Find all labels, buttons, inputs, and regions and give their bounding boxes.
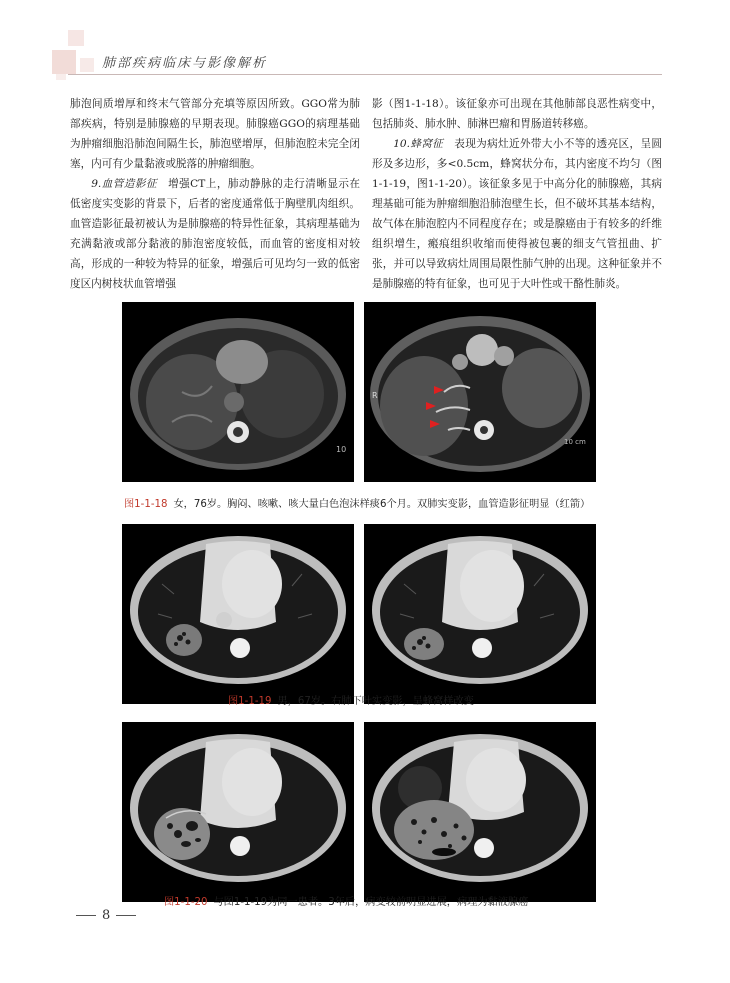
- ct-image-1-1-20-right: [364, 722, 596, 902]
- figure-1-1-19-images: [122, 524, 596, 704]
- caption-1-1-18: [124, 495, 590, 510]
- figure-number-1-1-20: 图1-1-20: [164, 897, 208, 908]
- figure-1-1-18-images: [122, 302, 596, 482]
- ct-overlay-number: 10: [336, 445, 347, 454]
- page-number-dash-left: [76, 915, 96, 916]
- ct-image-1-1-19-left: [122, 524, 354, 704]
- caption-text-1-1-20: 与图1-1-19为同一患者。3年后，病变较前明显进展，病理为黏液腺癌: [213, 897, 529, 908]
- paragraph-honeycomb-sign: [372, 134, 662, 294]
- term-honeycomb-sign: 10.蜂窝征: [393, 138, 444, 150]
- figure-1-1-20-images: [122, 722, 596, 902]
- left-text-column: [70, 94, 360, 294]
- ct-image-1-1-18-left: [122, 302, 354, 482]
- right-text-column: [372, 94, 662, 294]
- paragraph-angiogram-sign: [70, 174, 360, 294]
- figure-number-1-1-19: 图1-1-19: [228, 696, 272, 707]
- paragraph-angiogram-continued: 影（图1-1-18）。该征象亦可出现在其他肺部良恶性病变中，包括肺炎、肺水肿、肺淋巴瘤和胃肠道转移癌。: [372, 98, 662, 130]
- header-rule: [68, 74, 662, 75]
- running-header-title: 肺部疾病临床与影像解析: [102, 56, 268, 71]
- caption-1-1-20: [164, 893, 528, 908]
- ct-image-1-1-18-right: [364, 302, 596, 482]
- ct-orientation-marker: R: [372, 391, 378, 400]
- caption-1-1-19: [228, 692, 474, 707]
- paragraph-honeycomb-sign-body: 表现为病灶近外带大小不等的透亮区，呈圆形及多边形，多<0.5cm，蜂窝状分布，其内密度不均匀（图1-1-19，图1-1-20）。该征象多见于中高分化的肺腺癌，其病理基础可能为肿瘤细胞沿肺泡壁生长，但不破坏其基本结构，故气体在肺泡腔内不同程度存在；或是腺癌由于有较多的纤维组织增生，瘢痕组织收缩而使得被包裹的细支气管扭曲、扩张，并可以导致病灶周围局限性肺气肿的出现。这种征象并不是肺腺癌的特有征象，也可见于大叶性或干酪性肺炎。: [372, 138, 663, 290]
- term-angiogram-sign: 9.血管造影征: [91, 178, 157, 190]
- caption-text-1-1-18: 女，76岁。胸闷、咳嗽、咳大量白色泡沫样痰6个月。双肺实变影，血管造影征明显（红箭）: [173, 499, 591, 510]
- page-number-value: 8: [102, 908, 111, 923]
- ct-scale-label: 10 cm: [564, 438, 586, 446]
- ct-image-1-1-19-right: [364, 524, 596, 704]
- figure-number-1-1-18: 图1-1-18: [124, 499, 168, 510]
- paragraph-ggo: 肺泡间质增厚和终末气管部分充填等原因所致。GGO常为肺部疾病，特别是肺腺癌的早期表现。肺腺癌GGO的病理基础为肿瘤细胞沿肺泡间隔生长，肺泡壁增厚，但肺泡腔未完全闭塞，内可有少量黏液或脱落的肿瘤细胞。: [70, 98, 360, 170]
- page-number-dash-right: [116, 915, 136, 916]
- ct-image-1-1-20-left: [122, 722, 354, 902]
- page-number: [70, 908, 142, 923]
- paragraph-angiogram-sign-body: 增强CT上，肺动静脉的走行清晰显示在低密度实变影的背景下，后者的密度通常低于胸壁肌肉组织。血管造影征最初被认为是肺腺癌的特异性征象，其病理基础为充满黏液或部分黏液的肺泡密度较低，而血管的密度相对较高，形成的一种较为特异的征象，增强后可见均匀一致的低密度区内树枝状血管增强: [70, 178, 361, 290]
- caption-text-1-1-19: 男，67岁。右肺下叶实变影，呈蜂窝样改变: [277, 696, 474, 707]
